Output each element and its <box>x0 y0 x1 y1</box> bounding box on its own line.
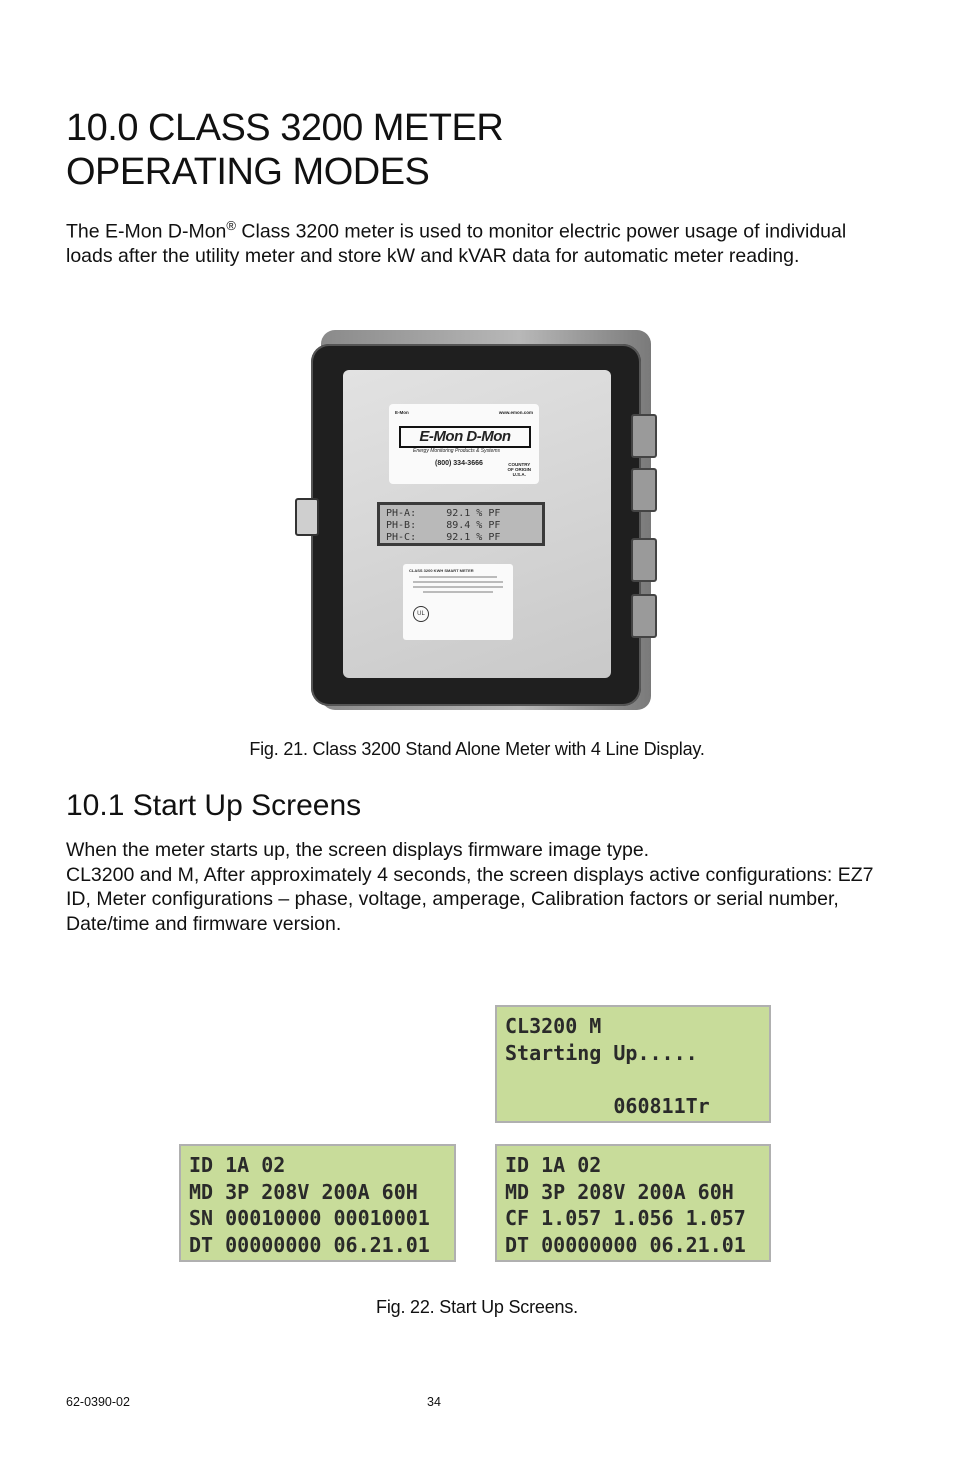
registered-mark: ® <box>226 218 236 233</box>
figure-21-caption: Fig. 21. Class 3200 Stand Alone Meter with 4 Line Display. <box>249 739 705 759</box>
intro-text-start: The E-Mon D-Mon <box>66 220 227 243</box>
page-heading <box>66 106 766 194</box>
spec-label <box>403 564 513 640</box>
screen-line: DT 00000000 06.21.01 <box>505 1232 746 1257</box>
latch <box>295 498 319 536</box>
page-number: 34 <box>427 1395 441 1409</box>
screen-line: ID 1A 02 <box>189 1153 286 1177</box>
screen-line: 060811Tr <box>505 1093 710 1118</box>
startup-screen-calibration <box>495 1144 771 1262</box>
section-paragraph <box>66 838 896 936</box>
startup-screen-firmware <box>495 1005 771 1123</box>
screen-line: Starting Up..... <box>505 1040 698 1065</box>
brand-label <box>389 404 539 484</box>
screen-line: SN 00010000 00010001 <box>189 1206 430 1230</box>
section-title: 10.1 Start Up Screens <box>66 789 362 822</box>
screen-line <box>505 1066 761 1093</box>
hinge <box>631 594 657 638</box>
heading-line-2: OPERATING MODES <box>66 151 430 193</box>
ul-listed-icon: UL <box>413 606 429 622</box>
document-number: 62-0390-02 <box>66 1395 130 1409</box>
heading-line-1: 10.0 CLASS 3200 METER <box>66 107 504 149</box>
hinge <box>631 538 657 582</box>
screen-line: MD 3P 208V 200A 60H <box>505 1179 734 1204</box>
figure-22-caption: Fig. 22. Start Up Screens. <box>376 1297 578 1317</box>
intro-text-rest: Class 3200 meter is used to monitor electric power usage of individual loads after the utility meter and store kW and kVAR data for automatic meter reading. <box>66 220 847 267</box>
screen-line: DT 00000000 06.21.01 <box>189 1232 430 1257</box>
section-para-line: CL3200 and M, After approximately 4 seconds, the screen displays active configurations: EZ7 ID, Meter configurations – phase, voltage, amperage, Calibration factors or serial number, Date/time and firmware version. <box>66 863 874 935</box>
display-line: PH-B: 89.4 % PF <box>386 520 501 531</box>
screen-line: CF 1.057 1.056 1.057 <box>505 1206 746 1230</box>
meter-image <box>291 330 663 710</box>
brand-tagline: Energy Monitoring Products & Systems <box>413 448 500 454</box>
screen-line: ID 1A 02 <box>505 1153 602 1177</box>
spec-title: CLASS 3200 KWH SMART METER <box>409 568 474 573</box>
screen-line: CL3200 M <box>505 1014 602 1038</box>
hinge <box>631 414 657 458</box>
meter-display <box>377 502 545 546</box>
startup-screen-serial <box>179 1144 456 1262</box>
label-url-text: www.emon.com <box>498 410 533 415</box>
hinge <box>631 468 657 512</box>
origin-text: COUNTRY OF ORIGIN U.S.A. <box>507 462 531 477</box>
section-para-line: When the meter starts up, the screen displays firmware image type. <box>66 839 650 861</box>
display-line: PH-A: 92.1 % PF <box>386 508 501 519</box>
intro-paragraph <box>66 214 896 269</box>
brand-logo: E-Mon D-Mon <box>399 426 531 448</box>
label-left-text: E-Mon <box>395 410 409 415</box>
screen-line: MD 3P 208V 200A 60H <box>189 1179 418 1204</box>
display-line: PH-C: 92.1 % PF <box>386 532 501 543</box>
brand-phone: (800) 334-3666 <box>435 460 483 467</box>
